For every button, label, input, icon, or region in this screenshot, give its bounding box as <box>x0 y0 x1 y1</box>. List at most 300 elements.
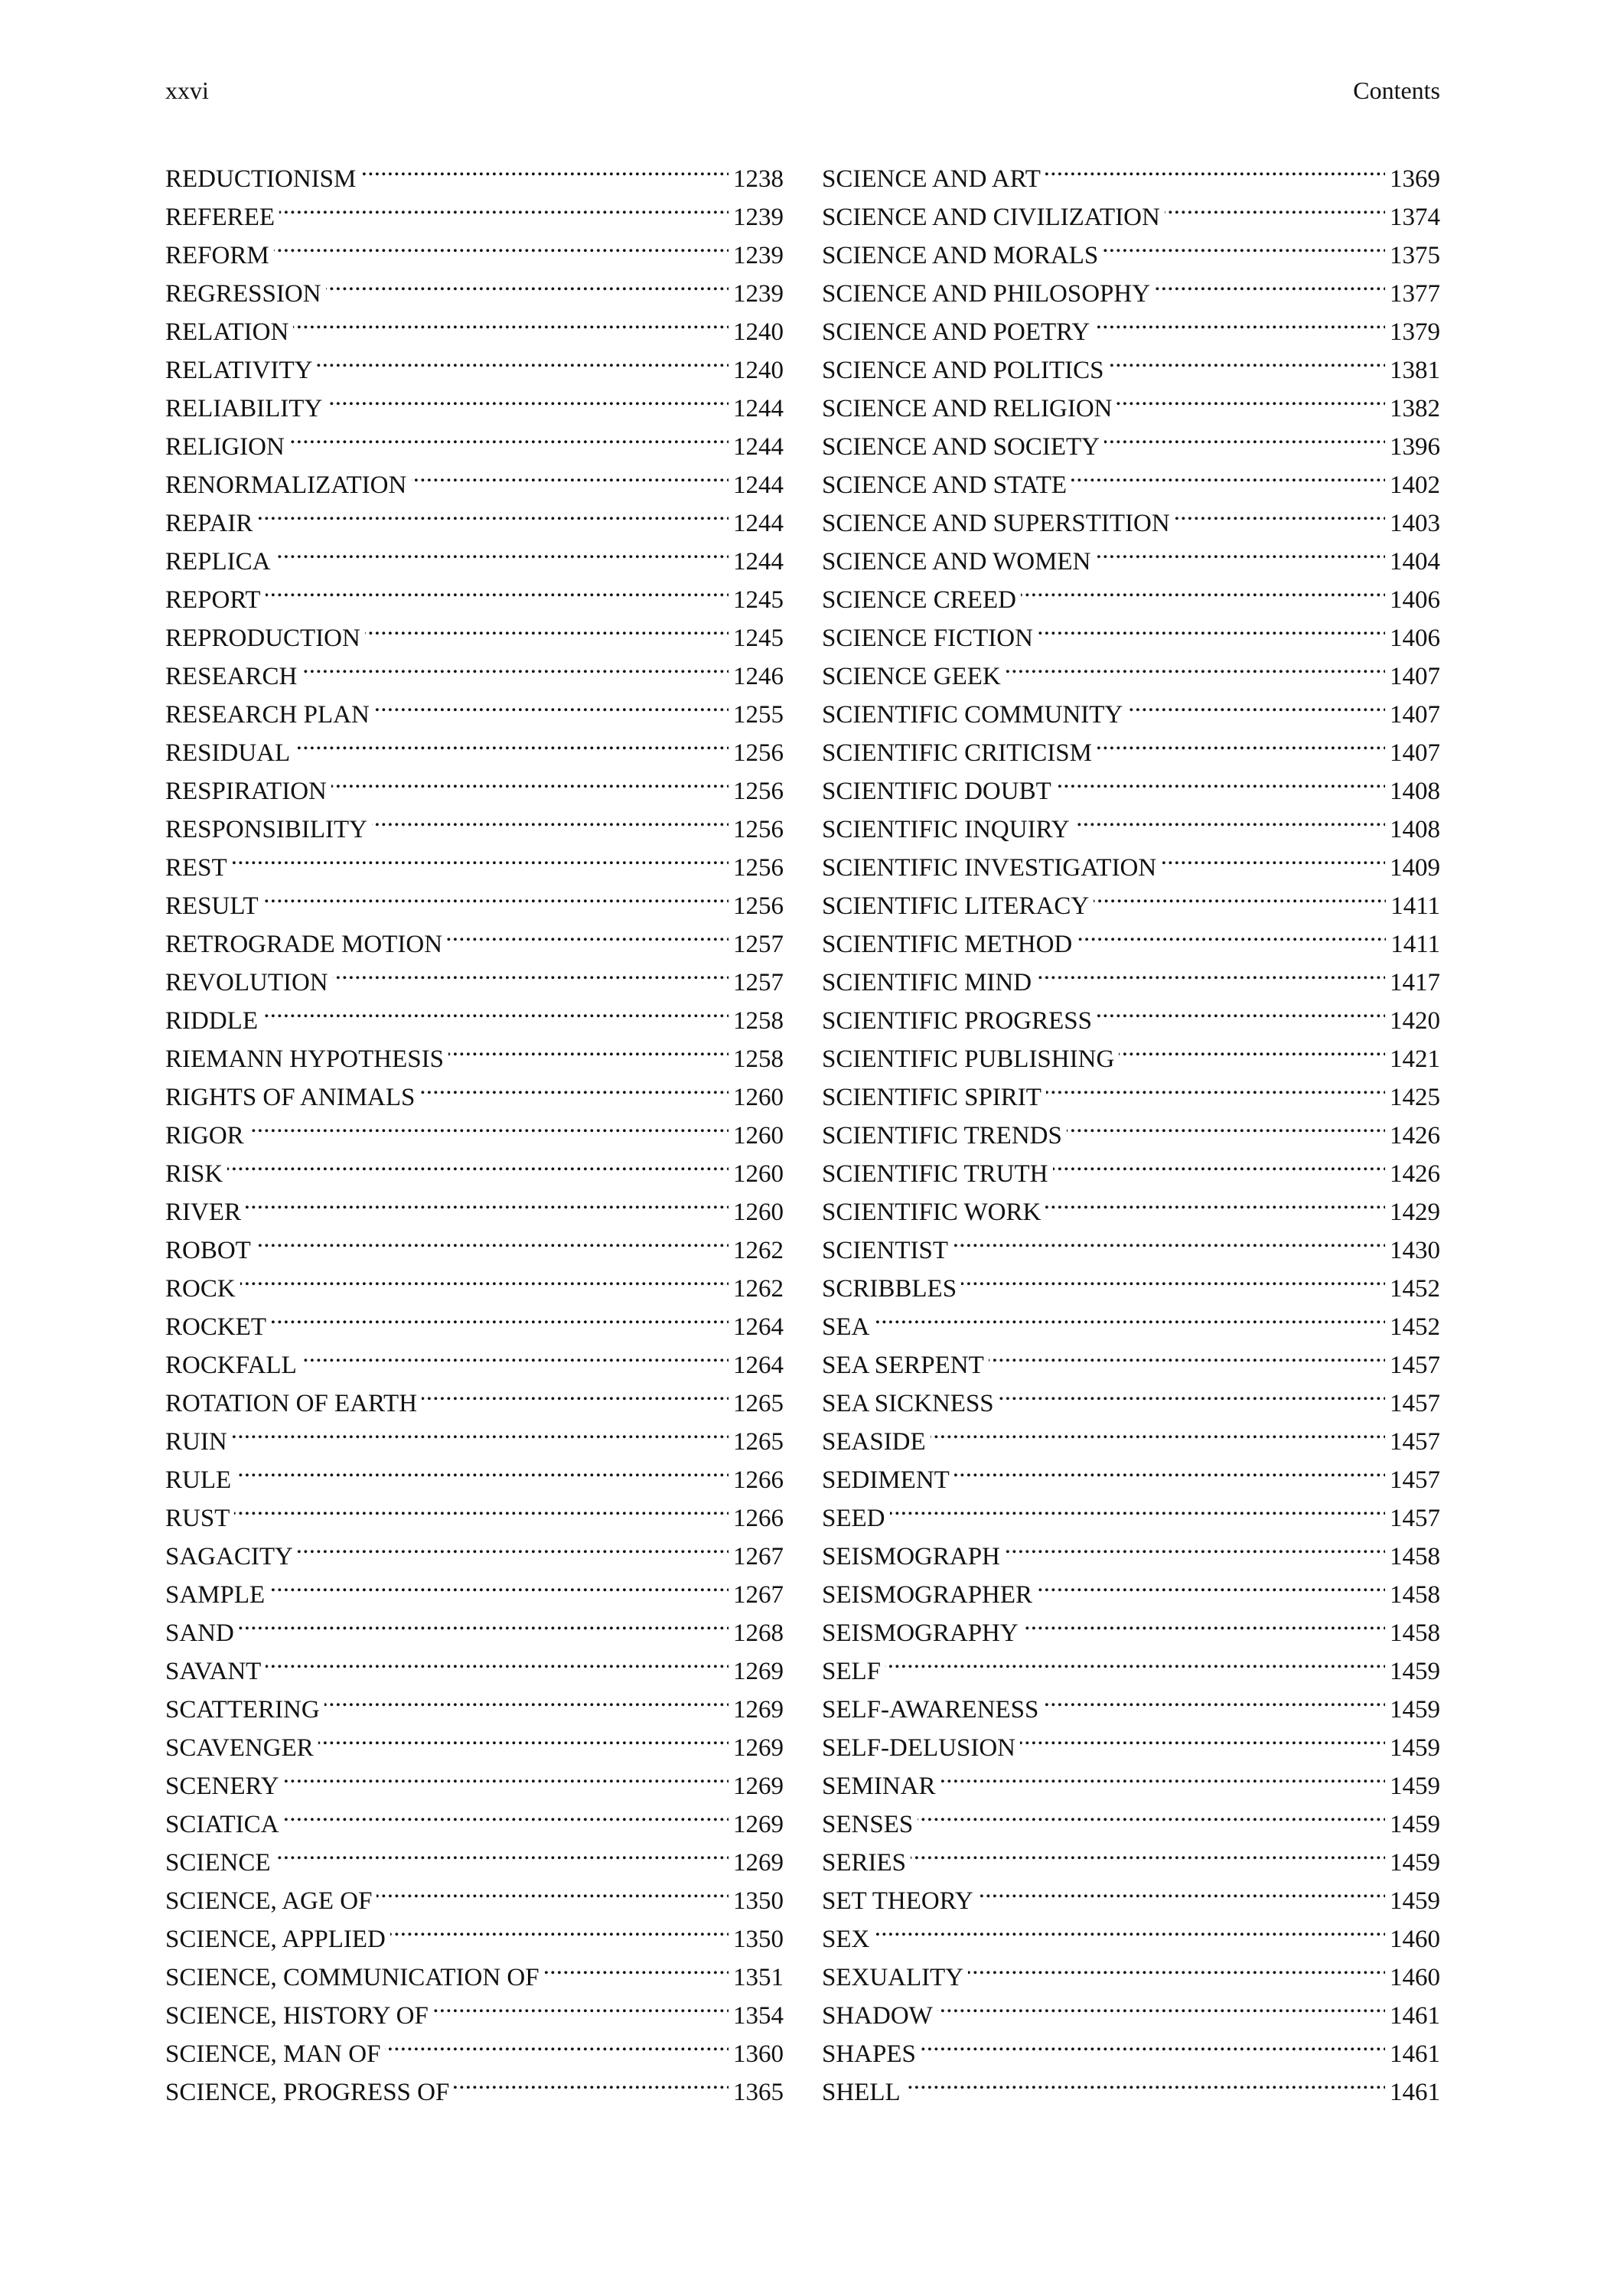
contents-entry[interactable] <box>165 148 784 193</box>
entry-page-number: 1452 <box>1390 1275 1440 1303</box>
entry-term: SCIENTIFIC LITERACY <box>822 892 1090 920</box>
entry-page-number: 1421 <box>1390 1045 1440 1073</box>
entry-term: REGRESSION <box>165 280 321 308</box>
dot-leader <box>1074 799 1385 837</box>
dot-leader <box>1119 1029 1385 1067</box>
entry-page-number: 1407 <box>1390 663 1440 690</box>
dot-leader <box>385 2024 729 2062</box>
entry-page-number: 1256 <box>733 854 784 882</box>
entry-term: RIVER <box>165 1199 241 1226</box>
entry-term: SCIENCE, MAN OF <box>165 2040 381 2068</box>
dot-leader <box>295 722 729 761</box>
dot-leader <box>1127 684 1385 722</box>
contents-entry[interactable] <box>822 1488 1440 1532</box>
entry-term: SEX <box>822 1926 870 1953</box>
entry-page-number: 1258 <box>733 1007 784 1035</box>
dot-leader <box>989 1335 1385 1373</box>
entry-term: SCIENCE, PROGRESS OF <box>165 2079 450 2106</box>
entry-page-number: 1458 <box>1390 1543 1440 1570</box>
entry-term: RUST <box>165 1505 230 1532</box>
contents-entry[interactable] <box>165 876 784 920</box>
entry-page-number: 1426 <box>1390 1160 1440 1188</box>
entry-page-number: 1409 <box>1390 854 1440 882</box>
entry-page-number: 1426 <box>1390 1122 1440 1150</box>
entry-page-number: 1268 <box>733 1619 784 1647</box>
contents-entry[interactable] <box>822 2062 1440 2106</box>
entry-term: RIDDLE <box>165 1007 258 1035</box>
dot-leader <box>1021 569 1385 608</box>
dot-leader <box>257 493 729 531</box>
dot-leader <box>954 1450 1385 1488</box>
entry-page-number: 1265 <box>733 1390 784 1417</box>
entry-page-number: 1266 <box>733 1466 784 1494</box>
dot-leader <box>331 761 729 799</box>
dot-leader <box>263 876 729 914</box>
contents-entry[interactable] <box>165 1603 784 1647</box>
entry-page-number: 1459 <box>1390 1811 1440 1838</box>
entry-term: SCIENTIFIC INVESTIGATION <box>822 854 1157 882</box>
entry-page-number: 1457 <box>1390 1390 1440 1417</box>
contents-entry[interactable] <box>822 1832 1440 1877</box>
dot-leader <box>1067 1105 1385 1143</box>
dot-leader <box>333 952 729 990</box>
dot-leader <box>1053 1143 1386 1182</box>
contents-entry[interactable] <box>165 1182 784 1226</box>
entry-term: SCIENCE AND POETRY <box>822 318 1090 346</box>
entry-term: RIGOR <box>165 1122 244 1150</box>
entry-page-number: 1425 <box>1390 1084 1440 1111</box>
dot-leader <box>1071 455 1385 493</box>
entry-page-number: 1350 <box>733 1887 784 1915</box>
entry-term: RIEMANN HYPOTHESIS <box>165 1045 444 1073</box>
dot-leader <box>1165 187 1385 225</box>
entry-term: SEA SICKNESS <box>822 1390 994 1417</box>
entry-page-number: 1264 <box>733 1352 784 1379</box>
entry-term: SENSES <box>822 1811 914 1838</box>
dot-leader <box>890 1488 1386 1526</box>
dot-leader <box>284 1756 729 1794</box>
contents-entry[interactable] <box>165 1488 784 1532</box>
entry-page-number: 1452 <box>1390 1313 1440 1341</box>
dot-leader <box>1006 646 1385 684</box>
entry-page-number: 1260 <box>733 1122 784 1150</box>
entry-page-number: 1267 <box>733 1543 784 1570</box>
dot-leader <box>372 799 729 837</box>
entry-page-number: 1375 <box>1390 242 1440 269</box>
entry-term: SERIES <box>822 1849 907 1877</box>
dot-leader <box>1045 148 1385 187</box>
dot-leader <box>937 1985 1385 2024</box>
entry-page-number: 1266 <box>733 1505 784 1532</box>
dot-leader <box>1005 1526 1385 1564</box>
entry-page-number: 1262 <box>733 1275 784 1303</box>
dot-leader <box>1094 876 1386 914</box>
entry-term: ROBOT <box>165 1237 251 1264</box>
entry-page-number: 1238 <box>733 165 784 193</box>
entry-term: RESEARCH PLAN <box>165 701 370 729</box>
dot-leader <box>262 990 729 1029</box>
entry-page-number: 1350 <box>733 1926 784 1953</box>
dot-leader <box>1104 416 1385 455</box>
entry-page-number: 1369 <box>1390 165 1440 193</box>
contents-entry[interactable] <box>165 1105 784 1150</box>
entry-page-number: 1269 <box>733 1849 784 1877</box>
entry-page-number: 1459 <box>1390 1658 1440 1685</box>
dot-leader <box>256 1220 729 1258</box>
dot-leader <box>274 225 729 263</box>
entry-page-number: 1244 <box>733 433 784 461</box>
entry-term: REPLICA <box>165 548 271 576</box>
dot-leader <box>447 914 729 952</box>
contents-column-left <box>165 148 784 2106</box>
entry-term: SCIENCE CREED <box>822 586 1016 614</box>
entry-page-number: 1396 <box>1390 433 1440 461</box>
entry-page-number: 1256 <box>733 778 784 805</box>
entry-page-number: 1260 <box>733 1160 784 1188</box>
entry-term: ROCKET <box>165 1313 266 1341</box>
dot-leader <box>1103 225 1385 263</box>
contents-entry[interactable] <box>165 1450 784 1494</box>
entry-term: RISK <box>165 1160 223 1188</box>
contents-entry[interactable] <box>822 1296 1440 1341</box>
dot-leader <box>1036 952 1385 990</box>
entry-term: SAMPLE <box>165 1581 266 1609</box>
entry-page-number: 1460 <box>1390 1964 1440 1991</box>
entry-term: SCIENCE AND SUPERSTITION <box>822 510 1170 537</box>
entry-page-number: 1459 <box>1390 1696 1440 1724</box>
contents-entry[interactable] <box>165 1526 784 1570</box>
entry-page-number: 1381 <box>1390 357 1440 384</box>
entry-page-number: 1265 <box>733 1428 784 1456</box>
entry-term: SHADOW <box>822 2002 933 2030</box>
dot-leader <box>1097 990 1385 1029</box>
entry-page-number: 1459 <box>1390 1773 1440 1800</box>
entry-term: REST <box>165 854 227 882</box>
entry-page-number: 1255 <box>733 701 784 729</box>
entry-term: SEISMOGRAPHY <box>822 1619 1019 1647</box>
contents-entry[interactable] <box>822 148 1440 193</box>
entry-term: SCIENTIFIC PUBLISHING <box>822 1045 1115 1073</box>
entry-term: RESPONSIBILITY <box>165 816 368 843</box>
dot-leader <box>293 302 729 340</box>
contents-entry[interactable] <box>822 1870 1440 1915</box>
dot-leader <box>419 1067 729 1105</box>
entry-term: SAVANT <box>165 1658 262 1685</box>
contents-entry[interactable] <box>165 493 784 537</box>
entry-page-number: 1411 <box>1390 931 1440 958</box>
dot-leader <box>953 1220 1385 1258</box>
dot-leader <box>978 1870 1385 1909</box>
entry-term: RESULT <box>165 892 259 920</box>
entry-page-number: 1430 <box>1390 1237 1440 1264</box>
entry-page-number: 1457 <box>1390 1428 1440 1456</box>
dot-leader <box>1175 493 1385 531</box>
entry-term: SCIENCE, AGE OF <box>165 1887 373 1915</box>
entry-term: SEMINAR <box>822 1773 936 1800</box>
contents-entry[interactable] <box>822 1679 1440 1724</box>
contents-entry[interactable] <box>165 1029 784 1073</box>
entry-page-number: 1406 <box>1390 586 1440 614</box>
entry-page-number: 1420 <box>1390 1007 1440 1035</box>
entry-term: SCIENTIFIC TRUTH <box>822 1160 1048 1188</box>
dot-leader <box>376 1870 729 1909</box>
entry-page-number: 1260 <box>733 1199 784 1226</box>
contents-entry[interactable] <box>165 1641 784 1685</box>
entry-page-number: 1264 <box>733 1313 784 1341</box>
entry-term: RELATION <box>165 318 289 346</box>
entry-term: SEISMOGRAPHER <box>822 1581 1033 1609</box>
dot-leader <box>874 1909 1385 1947</box>
entry-page-number: 1411 <box>1390 892 1440 920</box>
entry-page-number: 1240 <box>733 318 784 346</box>
running-head: Contents <box>1353 77 1440 104</box>
entry-page-number: 1382 <box>1390 395 1440 422</box>
entry-term: SCIENTIFIC SPIRIT <box>822 1084 1041 1111</box>
entry-page-number: 1245 <box>733 586 784 614</box>
entry-term: SEXUALITY <box>822 1964 964 1991</box>
entry-page-number: 1459 <box>1390 1849 1440 1877</box>
contents-entry[interactable] <box>165 1220 784 1264</box>
contents-entry[interactable] <box>822 1909 1440 1953</box>
entry-term: REVOLUTION <box>165 969 328 996</box>
entry-term: SCIENTIFIC PROGRESS <box>822 1007 1092 1035</box>
dot-leader <box>318 1717 729 1756</box>
entry-page-number: 1262 <box>733 1237 784 1264</box>
dot-leader <box>918 1794 1385 1832</box>
entry-page-number: 1354 <box>733 2002 784 2030</box>
contents-entry[interactable] <box>822 1335 1440 1379</box>
entry-page-number: 1240 <box>733 357 784 384</box>
entry-term: RESEARCH <box>165 663 298 690</box>
entry-term: RESPIRATION <box>165 778 327 805</box>
entry-term: SCIENTIFIC INQUIRY <box>822 816 1070 843</box>
dot-leader <box>1037 1564 1385 1603</box>
entry-page-number: 1460 <box>1390 1926 1440 1953</box>
entry-term: RUIN <box>165 1428 227 1456</box>
entry-page-number: 1457 <box>1390 1352 1440 1379</box>
contents-entry[interactable] <box>822 1641 1440 1685</box>
entry-page-number: 1269 <box>733 1773 784 1800</box>
dot-leader <box>544 1947 729 1985</box>
entry-term: SEA SERPENT <box>822 1352 984 1379</box>
dot-leader <box>240 1258 729 1296</box>
entry-page-number: 1257 <box>733 931 784 958</box>
entry-page-number: 1246 <box>733 663 784 690</box>
contents-entry[interactable] <box>165 531 784 576</box>
dot-leader <box>448 1029 729 1067</box>
dot-leader <box>411 455 729 493</box>
dot-leader <box>999 1373 1385 1411</box>
entry-term: RIGHTS OF ANIMALS <box>165 1084 416 1111</box>
entry-term: SCIENCE, APPLIED <box>165 1926 386 1953</box>
entry-term: SCIENCE, HISTORY OF <box>165 2002 429 2030</box>
contents-entry[interactable] <box>165 1143 784 1188</box>
entry-term: SCIENCE AND CIVILIZATION <box>822 204 1160 231</box>
entry-term: REPAIR <box>165 510 253 537</box>
entry-term: SEED <box>822 1505 885 1532</box>
entry-term: SELF <box>822 1658 882 1685</box>
entry-term: SAND <box>165 1619 234 1647</box>
contents-entry[interactable] <box>165 1296 784 1341</box>
entry-term: REPORT <box>165 586 261 614</box>
entry-term: SAGACITY <box>165 1543 293 1570</box>
dot-leader <box>931 1411 1385 1450</box>
entry-page-number: 1459 <box>1390 1734 1440 1762</box>
dot-leader <box>1020 1717 1385 1756</box>
entry-page-number: 1244 <box>733 510 784 537</box>
entry-page-number: 1245 <box>733 625 784 652</box>
entry-page-number: 1402 <box>1390 471 1440 499</box>
dot-leader <box>1023 1603 1385 1641</box>
contents-entry[interactable] <box>822 1526 1440 1570</box>
entry-page-number: 1239 <box>733 204 784 231</box>
entry-term: RETROGRADE MOTION <box>165 931 443 958</box>
entry-term: SCIENCE GEEK <box>822 663 1001 690</box>
dot-leader <box>422 1373 729 1411</box>
contents-entry[interactable] <box>822 1947 1440 1991</box>
entry-page-number: 1407 <box>1390 739 1440 767</box>
dot-leader <box>271 1296 729 1335</box>
entry-term: REDUCTIONISM <box>165 165 357 193</box>
entry-page-number: 1269 <box>733 1658 784 1685</box>
entry-page-number: 1461 <box>1390 2002 1440 2030</box>
dot-leader <box>1095 531 1385 569</box>
dot-leader <box>1155 263 1385 302</box>
entry-term: SCIENTIFIC TRENDS <box>822 1122 1062 1150</box>
contents-entry[interactable] <box>165 837 784 882</box>
entry-page-number: 1417 <box>1390 969 1440 996</box>
dot-leader <box>317 340 729 378</box>
entry-term: SEA <box>822 1313 870 1341</box>
entry-term: REPRODUCTION <box>165 625 360 652</box>
dot-leader <box>1077 914 1386 952</box>
entry-term: SELF-AWARENESS <box>822 1696 1039 1724</box>
dot-leader <box>1116 378 1385 416</box>
dot-leader <box>275 531 729 569</box>
entry-page-number: 1269 <box>733 1734 784 1762</box>
entry-page-number: 1365 <box>733 2079 784 2106</box>
entry-term: SCRIBBLES <box>822 1275 957 1303</box>
entry-term: SCATTERING <box>165 1696 320 1724</box>
dot-leader <box>279 187 729 225</box>
entry-page-number: 1408 <box>1390 816 1440 843</box>
entry-page-number: 1244 <box>733 548 784 576</box>
entry-term: SCIENCE AND WOMEN <box>822 548 1091 576</box>
entry-term: SCIENCE AND SOCIETY <box>822 433 1100 461</box>
dot-leader <box>454 2062 729 2100</box>
entry-page-number: 1258 <box>733 1045 784 1073</box>
entry-term: REFEREE <box>165 204 275 231</box>
dot-leader <box>327 378 729 416</box>
entry-term: RENORMALIZATION <box>165 471 407 499</box>
entry-term: SCIENTIFIC CRITICISM <box>822 739 1092 767</box>
entry-term: RELIGION <box>165 433 285 461</box>
entry-term: SELF-DELUSION <box>822 1734 1015 1762</box>
dot-leader <box>365 608 729 646</box>
entry-term: SCIENCE FICTION <box>822 625 1033 652</box>
dot-leader <box>433 1985 729 2024</box>
entry-page-number: 1351 <box>733 1964 784 1991</box>
entry-page-number: 1403 <box>1390 510 1440 537</box>
dot-leader <box>921 2024 1385 2062</box>
dot-leader <box>1046 1067 1385 1105</box>
dot-leader <box>289 416 729 455</box>
dot-leader <box>326 263 729 302</box>
entry-term: SCAVENGER <box>165 1734 314 1762</box>
page-header <box>165 72 1440 109</box>
entry-term: ROCK <box>165 1275 236 1303</box>
entry-page-number: 1459 <box>1390 1887 1440 1915</box>
dot-leader <box>236 1450 729 1488</box>
entry-term: ROCKFALL <box>165 1352 297 1379</box>
entry-page-number: 1408 <box>1390 778 1440 805</box>
dot-leader <box>390 1909 729 1947</box>
entry-term: REFORM <box>165 242 269 269</box>
dot-leader <box>1097 722 1385 761</box>
entry-page-number: 1260 <box>733 1084 784 1111</box>
entry-term: RESIDUAL <box>165 739 291 767</box>
entry-page-number: 1429 <box>1390 1199 1440 1226</box>
entry-page-number: 1461 <box>1390 2040 1440 2068</box>
entry-page-number: 1374 <box>1390 204 1440 231</box>
dot-leader <box>302 1335 729 1373</box>
dot-leader <box>275 1832 729 1870</box>
entry-page-number: 1244 <box>733 471 784 499</box>
entry-page-number: 1379 <box>1390 318 1440 346</box>
dot-leader <box>961 1258 1385 1296</box>
entry-page-number: 1457 <box>1390 1466 1440 1494</box>
entry-term: SCIENTIFIC MIND <box>822 969 1032 996</box>
entry-term: SCIENCE AND STATE <box>822 471 1068 499</box>
dot-leader <box>905 2062 1385 2100</box>
dot-leader <box>968 1947 1385 1985</box>
entry-term: SCIENCE AND ART <box>822 165 1041 193</box>
entry-page-number: 1360 <box>733 2040 784 2068</box>
entry-page-number: 1461 <box>1390 2079 1440 2106</box>
dot-leader <box>1094 302 1385 340</box>
dot-leader <box>232 1411 729 1450</box>
entry-term: SCIENCE AND PHILOSOPHY <box>822 280 1151 308</box>
entry-term: SCIENCE, COMMUNICATION OF <box>165 1964 539 1991</box>
entry-term: SCIENCE AND POLITICS <box>822 357 1104 384</box>
entry-term: SHELL <box>822 2079 901 2106</box>
dot-leader <box>911 1832 1385 1870</box>
dot-leader <box>324 1679 729 1717</box>
entry-page-number: 1269 <box>733 1696 784 1724</box>
contents-column-right <box>822 148 1440 2106</box>
dot-leader <box>239 1603 729 1641</box>
dot-leader <box>234 1488 729 1526</box>
entry-term: SEASIDE <box>822 1428 926 1456</box>
entry-term: SCIENTIFIC DOUBT <box>822 778 1051 805</box>
entry-page-number: 1404 <box>1390 548 1440 576</box>
entry-term: RELIABILITY <box>165 395 323 422</box>
entry-term: SEISMOGRAPH <box>822 1543 1000 1570</box>
dot-leader <box>302 646 729 684</box>
entry-page-number: 1457 <box>1390 1505 1440 1532</box>
contents-entry[interactable] <box>165 1411 784 1456</box>
dot-leader <box>284 1794 729 1832</box>
dot-leader <box>227 1143 729 1182</box>
dot-leader <box>266 1641 729 1679</box>
dot-leader <box>1045 1182 1385 1220</box>
entry-term: SCIENTIFIC METHOD <box>822 931 1073 958</box>
entry-page-number: 1458 <box>1390 1619 1440 1647</box>
entry-page-number: 1407 <box>1390 701 1440 729</box>
entry-term: SCENERY <box>165 1773 279 1800</box>
entry-page-number: 1239 <box>733 280 784 308</box>
contents-entry[interactable] <box>165 1258 784 1303</box>
